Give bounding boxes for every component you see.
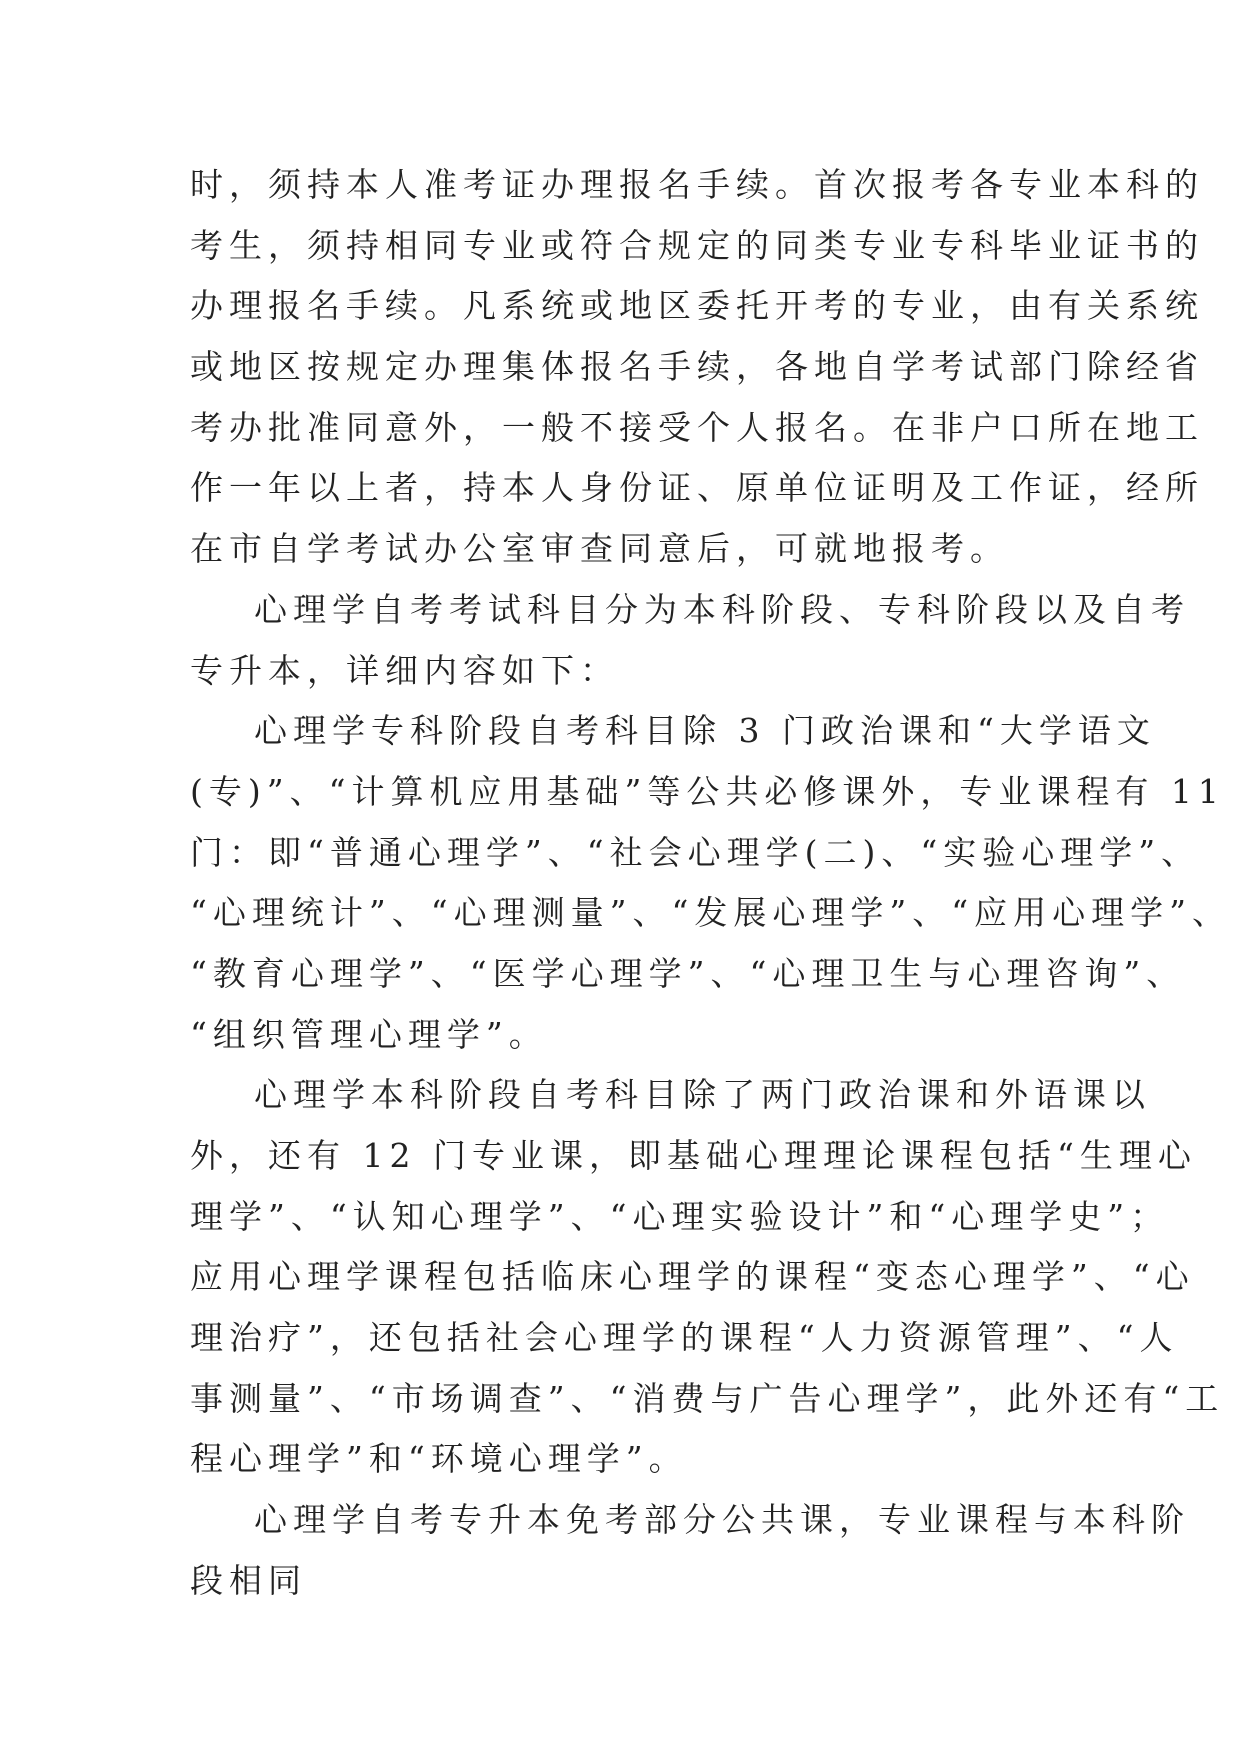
text-line: 考生，须持相同专业或符合规定的同类专业专科毕业证书的 bbox=[190, 225, 1204, 265]
text-line: 门：即“普通心理学”、“社会心理学(二)、“实验心理学”、 bbox=[190, 832, 1201, 872]
text-line: 在市自学考试办公室审查同意后，可就地报考。 bbox=[190, 529, 1009, 569]
paragraph-first-line: 心理学专科阶段自考科目除 3 门政治课和“大学语文 bbox=[254, 711, 1156, 751]
paragraph-first-line: 心理学自考考试科目分为本科阶段、专科阶段以及自考 bbox=[254, 589, 1190, 629]
text-line: 应用心理学课程包括临床心理学的课程“变态心理学”、“心 bbox=[190, 1257, 1195, 1297]
text-line: 理治疗”，还包括社会心理学的课程“人力资源管理”、“人 bbox=[190, 1318, 1179, 1358]
text-line: 作一年以上者，持本人身份证、原单位证明及工作证，经所 bbox=[190, 468, 1204, 508]
text-line: “心理统计”、“心理测量”、“发展心理学”、“应用心理学”、 bbox=[190, 893, 1231, 933]
text-line: 办理报名手续。凡系统或地区委托开考的专业，由有关系统 bbox=[190, 286, 1204, 326]
text-line: 事测量”、“市场调查”、“消费与广告心理学”，此外还有“工 bbox=[190, 1378, 1225, 1418]
paragraph-first-line: 心理学本科阶段自考科目除了两门政治课和外语课以 bbox=[254, 1075, 1151, 1115]
document-body bbox=[190, 155, 1231, 1612]
text-line: 或地区按规定办理集体报名手续，各地自学考试部门除经省 bbox=[190, 347, 1204, 387]
text-line: 外，还有 12 门专业课，即基础心理理论课程包括“生理心 bbox=[190, 1136, 1197, 1175]
paragraph-first-line: 心理学自考专升本免考部分公共课，专业课程与本科阶 bbox=[254, 1500, 1190, 1540]
text-line: “组织管理心理学”。 bbox=[190, 1014, 548, 1054]
text-line: 专升本，详细内容如下： bbox=[190, 650, 619, 690]
text-line: 程心理学”和“环境心理学”。 bbox=[190, 1439, 688, 1479]
text-line: 考办批准同意外，一般不接受个人报名。在非户口所在地工 bbox=[190, 407, 1204, 447]
text-line: 段相同 bbox=[190, 1560, 307, 1600]
text-line: 时，须持本人准考证办理报名手续。首次报考各专业本科的 bbox=[190, 165, 1204, 204]
text-line: 理学”、“认知心理学”、“心理实验设计”和“心理学史”； bbox=[190, 1196, 1170, 1236]
text-line: “教育心理学”、“医学心理学”、“心理卫生与心理咨询”、 bbox=[190, 953, 1186, 993]
text-line: (专)”、“计算机应用基础”等公共必修课外，专业课程有 11 bbox=[190, 771, 1225, 811]
